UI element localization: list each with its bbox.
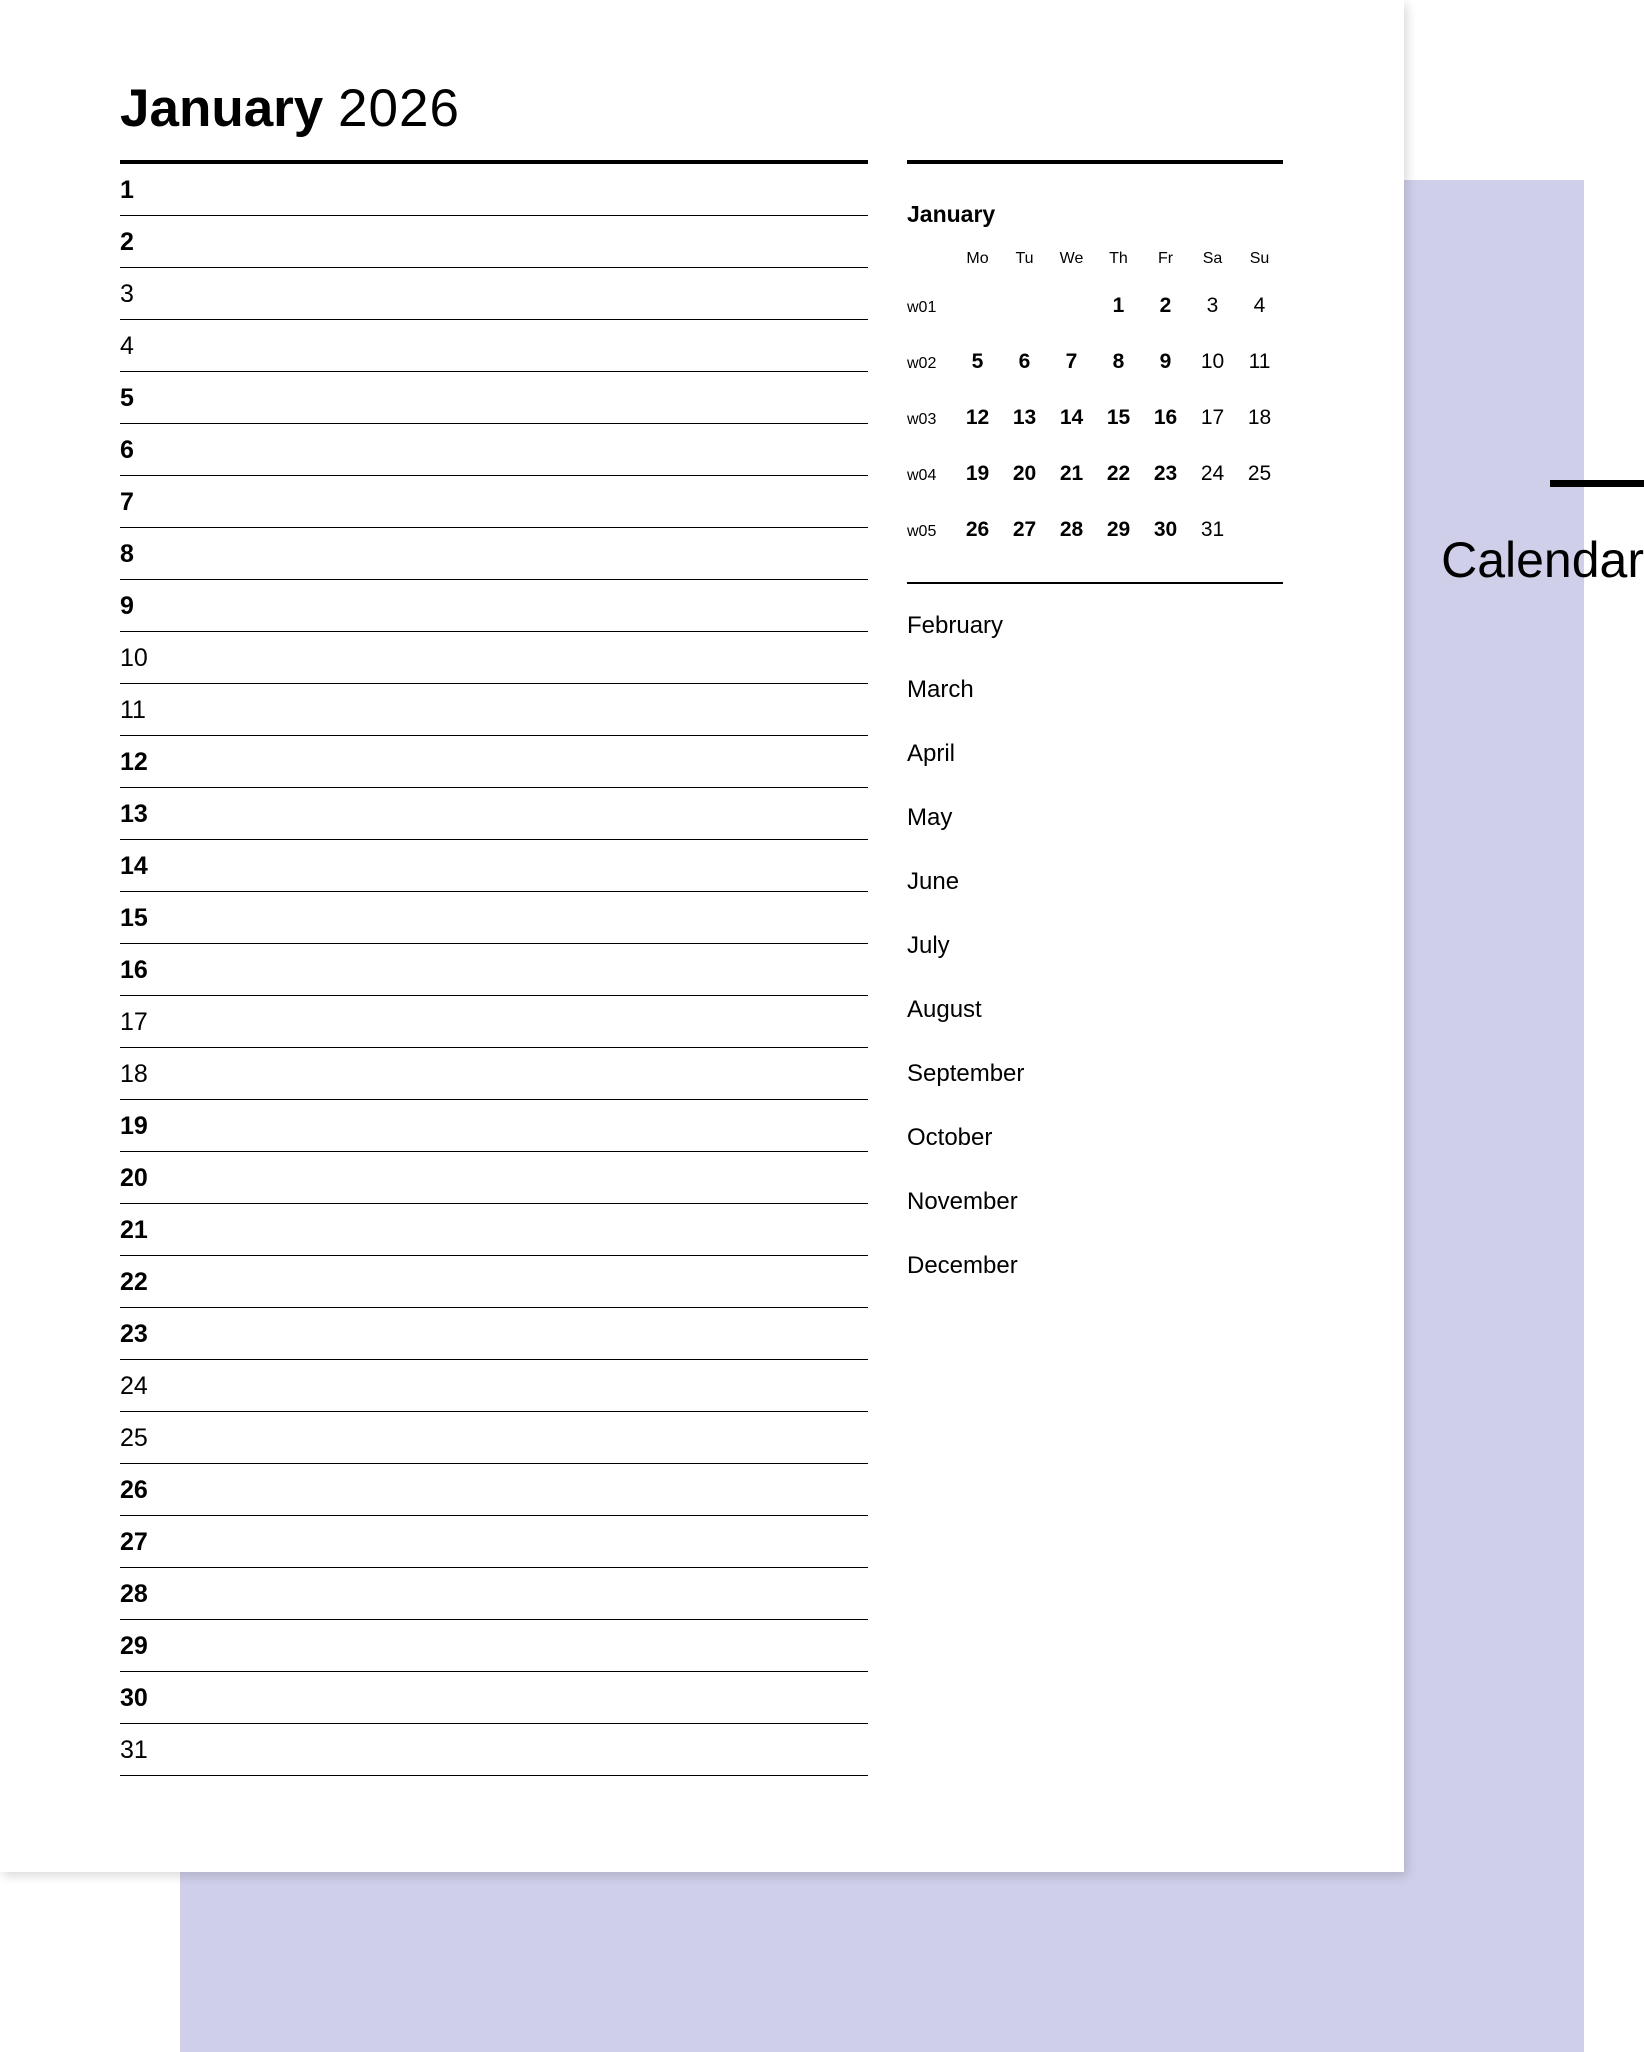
weekday-label: Fr [1157, 250, 1174, 267]
day-row[interactable] [120, 164, 868, 216]
mini-calendar-date[interactable]: 2 [1159, 294, 1172, 317]
weekday-header [907, 240, 1283, 278]
month-link[interactable]: November [907, 1187, 1018, 1215]
day-list [120, 164, 868, 1776]
day-row[interactable] [120, 528, 868, 580]
day-number: 24 [120, 1372, 148, 1400]
month-link[interactable]: September [907, 1059, 1025, 1087]
day-number: 13 [120, 800, 148, 828]
mini-calendar-date[interactable]: 29 [1106, 518, 1131, 541]
day-number: 2 [120, 228, 134, 256]
mini-calendar-date[interactable]: 28 [1059, 518, 1084, 541]
page-title [120, 76, 460, 142]
background-page-rule [1550, 480, 1644, 487]
weekday-label: We [1059, 250, 1084, 267]
day-row[interactable] [120, 320, 868, 372]
day-row[interactable] [120, 1360, 868, 1412]
day-row[interactable] [120, 892, 868, 944]
month-link[interactable]: February [907, 611, 1004, 639]
day-number: 16 [120, 956, 148, 984]
day-number: 9 [120, 592, 134, 620]
month-link[interactable]: August [907, 995, 982, 1023]
week-number[interactable]: w05 [907, 523, 937, 540]
mini-calendar-date[interactable]: 10 [1200, 350, 1225, 373]
day-row[interactable] [120, 632, 868, 684]
day-number: 3 [120, 280, 134, 308]
day-row[interactable] [120, 1464, 868, 1516]
mini-calendar-date[interactable]: 3 [1206, 294, 1219, 317]
day-row[interactable] [120, 372, 868, 424]
mini-calendar-date[interactable]: 19 [965, 462, 990, 485]
mini-calendar-date[interactable]: 22 [1106, 462, 1131, 485]
week-row [907, 502, 1283, 558]
day-number: 15 [120, 904, 148, 932]
mini-calendar-date[interactable]: 18 [1247, 406, 1272, 429]
day-row[interactable] [120, 1152, 868, 1204]
day-number: 10 [120, 644, 148, 672]
day-number: 1 [120, 176, 134, 204]
day-row[interactable] [120, 684, 868, 736]
day-number: 28 [120, 1580, 148, 1608]
weekday-label: Th [1109, 250, 1128, 267]
day-row[interactable] [120, 788, 868, 840]
week-row [907, 334, 1283, 390]
mini-calendar-month[interactable]: January [907, 201, 996, 227]
day-row[interactable] [120, 1256, 868, 1308]
mini-calendar-date[interactable]: 20 [1012, 462, 1037, 485]
week-label-spacer [907, 257, 954, 261]
mini-calendar-date[interactable]: 1 [1112, 294, 1125, 317]
mini-calendar-date[interactable]: 14 [1059, 406, 1084, 429]
sidebar-rule [907, 160, 1283, 164]
mini-calendar-date[interactable]: 31 [1200, 518, 1225, 541]
day-row[interactable] [120, 268, 868, 320]
mini-calendar-date[interactable]: 24 [1200, 462, 1225, 485]
day-number: 26 [120, 1476, 148, 1504]
day-row[interactable] [120, 736, 868, 788]
day-number: 6 [120, 436, 134, 464]
month-link[interactable]: October [907, 1123, 993, 1151]
day-number: 5 [120, 384, 134, 412]
month-link[interactable]: March [907, 675, 974, 703]
sidebar-divider [907, 582, 1283, 584]
day-number: 18 [120, 1060, 148, 1088]
day-row[interactable] [120, 1516, 868, 1568]
day-number: 4 [120, 332, 134, 360]
week-number[interactable]: w01 [907, 299, 937, 316]
mini-calendar-date[interactable]: 27 [1012, 518, 1037, 541]
month-link[interactable]: April [907, 739, 956, 767]
day-row[interactable] [120, 1204, 868, 1256]
mini-calendar-date[interactable]: 23 [1153, 462, 1178, 485]
mini-calendar-date[interactable]: 4 [1253, 294, 1266, 317]
day-row[interactable] [120, 840, 868, 892]
month-link[interactable]: December [907, 1251, 1018, 1279]
mini-calendar-date[interactable]: 21 [1059, 462, 1084, 485]
day-row[interactable] [120, 1568, 868, 1620]
day-notes-column [120, 160, 868, 1776]
day-number: 12 [120, 748, 148, 776]
mini-calendar-date[interactable]: 9 [1159, 350, 1172, 373]
day-number: 17 [120, 1008, 148, 1036]
day-row[interactable] [120, 996, 868, 1048]
day-row[interactable] [120, 944, 868, 996]
title-month: January [120, 79, 324, 138]
day-row[interactable] [120, 424, 868, 476]
day-number: 27 [120, 1528, 148, 1556]
weekday-label: Mo [966, 250, 989, 267]
day-number: 7 [120, 488, 134, 516]
week-number[interactable]: w04 [907, 467, 937, 484]
month-link[interactable]: July [907, 931, 950, 959]
week-row [907, 446, 1283, 502]
day-row[interactable] [120, 1308, 868, 1360]
day-number: 25 [120, 1424, 148, 1452]
day-number: 14 [120, 852, 148, 880]
day-row[interactable] [120, 1724, 868, 1776]
mini-calendar-date[interactable]: 11 [1248, 350, 1271, 373]
day-number: 23 [120, 1320, 148, 1348]
title-year: 2026 [338, 79, 460, 138]
week-number[interactable]: w02 [907, 355, 937, 372]
week-row [907, 278, 1283, 334]
mini-calendar-date[interactable]: 26 [965, 518, 990, 541]
sidebar [907, 160, 1283, 1315]
mini-calendar [907, 240, 1283, 558]
day-row[interactable] [120, 1100, 868, 1152]
day-number: 22 [120, 1268, 148, 1296]
weekday-label: Tu [1015, 250, 1034, 267]
month-list [907, 611, 1283, 1315]
day-row[interactable] [120, 1620, 868, 1672]
day-number: 29 [120, 1632, 148, 1660]
mini-calendar-date[interactable]: 8 [1112, 350, 1125, 373]
mini-calendar-date[interactable]: 5 [971, 350, 984, 373]
day-number: 30 [120, 1684, 148, 1712]
week-row [907, 390, 1283, 446]
weekday-label: Su [1249, 250, 1270, 267]
month-link[interactable]: June [907, 867, 960, 895]
mini-calendar-date[interactable]: 12 [965, 406, 990, 429]
mini-calendar-date[interactable]: 15 [1106, 406, 1131, 429]
day-row[interactable] [120, 476, 868, 528]
day-number: 31 [120, 1736, 148, 1764]
weekday-label: Sa [1202, 250, 1223, 267]
mini-calendar-date[interactable]: 13 [1012, 406, 1037, 429]
week-number[interactable]: w03 [907, 411, 937, 428]
mini-calendar-date[interactable]: 30 [1153, 518, 1178, 541]
mini-calendar-date[interactable]: 6 [1018, 350, 1031, 373]
background-page-title: Calendar [1441, 532, 1644, 588]
day-number: 20 [120, 1164, 148, 1192]
day-number: 21 [120, 1216, 148, 1244]
day-row[interactable] [120, 1672, 868, 1724]
mini-calendar-date[interactable]: 16 [1153, 406, 1178, 429]
day-number: 19 [120, 1112, 148, 1140]
day-row[interactable] [120, 1048, 868, 1100]
mini-calendar-date[interactable]: 7 [1065, 350, 1078, 373]
day-row[interactable] [120, 580, 868, 632]
month-link[interactable]: May [907, 803, 953, 831]
day-row[interactable] [120, 1412, 868, 1464]
mini-calendar-date[interactable]: 17 [1200, 406, 1225, 429]
day-number: 8 [120, 540, 134, 568]
day-row[interactable] [120, 216, 868, 268]
mini-calendar-date[interactable]: 25 [1247, 462, 1272, 485]
day-number: 11 [120, 696, 146, 724]
